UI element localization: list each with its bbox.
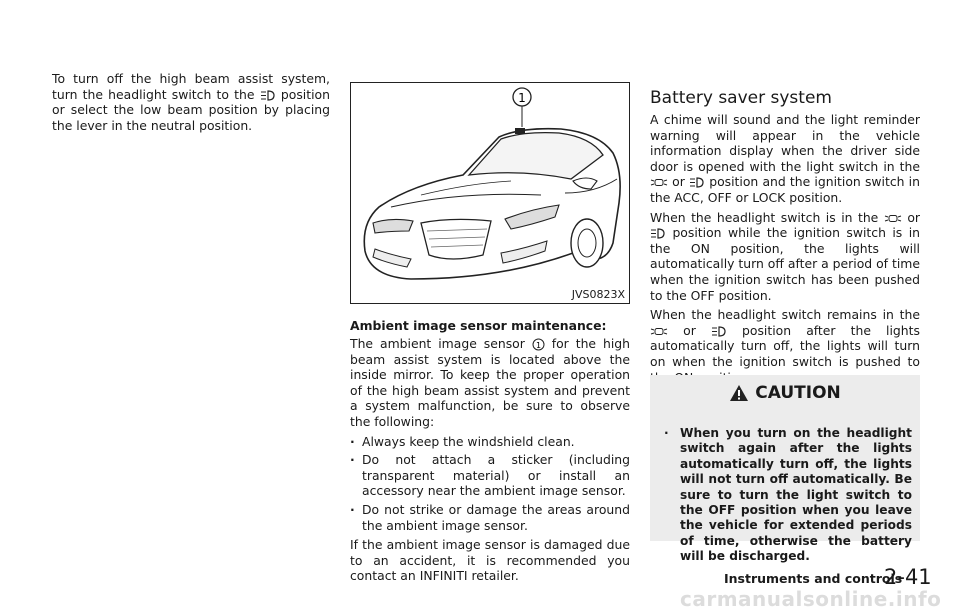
callout-1-icon bbox=[532, 338, 545, 351]
battery-text: position after the lights automatically turn off, the lights will turn on when the ignition switch is pushed to bbox=[650, 322, 920, 369]
or-text: or bbox=[683, 322, 696, 338]
list-item: . Do not attach a sticker (including transparent material) or install an accessory near the ambient image sensor. bbox=[350, 452, 630, 499]
headlight-icon bbox=[689, 177, 705, 188]
sensor-maintenance-text bbox=[350, 336, 630, 584]
list-item: . Do not strike or damage the areas around the ambient image sensor. bbox=[350, 502, 630, 533]
battery-text: position and the ignition switch in the ACC, OFF or LOCK position. bbox=[650, 174, 920, 205]
list-item: . Always keep the windshield clean. bbox=[350, 434, 630, 450]
intro-paragraph bbox=[52, 71, 330, 133]
caution-list bbox=[664, 426, 912, 568]
warning-triangle-icon bbox=[729, 384, 749, 402]
headlight-icon bbox=[711, 326, 727, 337]
battery-paragraph-2 bbox=[650, 210, 920, 304]
watermark: carmanualsonline.info bbox=[680, 587, 942, 611]
battery-text: position while the ignition switch is in the ON position, the lights will automatically turn off after a period of time when the ignition switch has been pushed to the OFF position. bbox=[650, 225, 920, 303]
footer-section-title: Instruments and controls bbox=[724, 571, 903, 586]
maintenance-list bbox=[350, 434, 630, 534]
caution-box bbox=[650, 375, 920, 564]
battery-paragraph-1 bbox=[650, 112, 920, 206]
vehicle-figure bbox=[350, 82, 630, 304]
or-text: or bbox=[672, 174, 685, 190]
section-heading: Battery saver system bbox=[650, 88, 832, 108]
parking-light-icon bbox=[884, 214, 902, 223]
caution-title: CAUTION bbox=[755, 383, 841, 403]
closing-paragraph: If the ambient image sensor is damaged due to an accident, it is recommended you contact an INFINITI retailer. bbox=[350, 537, 630, 584]
callout-label: 1 bbox=[518, 91, 526, 105]
parking-light-icon bbox=[650, 327, 668, 336]
sensor-text-b: for the high beam assist system is located above the inside mirror. To keep the proper operation of the high beam assist system and prevent a system malfunction, be sure to observe the following: bbox=[350, 336, 630, 429]
battery-text: When the headlight switch is in the bbox=[650, 209, 879, 225]
caution-heading bbox=[650, 383, 920, 403]
or-text: or bbox=[907, 209, 920, 225]
page-number: 2-41 bbox=[884, 565, 932, 589]
intro-text-b: position or select the low beam position by placing the lever in the neutral position. bbox=[52, 86, 330, 133]
figure-code: JVS0823X bbox=[571, 288, 625, 301]
list-item: . When you turn on the headlight switch again after the lights automatically turn off, the lights will not turn off automatically. Be sure to turn the light switch to the OFF position when you leave the vehicle for extended periods of time, otherwise the battery will be discharged. bbox=[664, 426, 912, 565]
sensor-paragraph bbox=[350, 336, 630, 430]
headlight-icon bbox=[260, 90, 276, 101]
battery-paragraph-3 bbox=[650, 307, 920, 385]
battery-saver-text bbox=[650, 112, 920, 389]
headlight-icon bbox=[650, 228, 666, 239]
battery-text: A chime will sound and the light reminder warning will appear in the vehicle information display when the driver side door is opened with the light switch in the bbox=[650, 112, 920, 174]
subheading: Ambient image sensor maintenance: bbox=[350, 318, 607, 333]
car-illustration bbox=[351, 83, 629, 303]
parking-light-icon bbox=[650, 178, 668, 187]
sensor-text-a: The ambient image sensor bbox=[350, 336, 525, 351]
intro-text-a: To turn off the high beam assist system, turn the headlight switch to the bbox=[52, 71, 330, 102]
svg-text:1: 1 bbox=[535, 341, 541, 350]
battery-text: When the headlight switch remains in the bbox=[650, 307, 920, 323]
